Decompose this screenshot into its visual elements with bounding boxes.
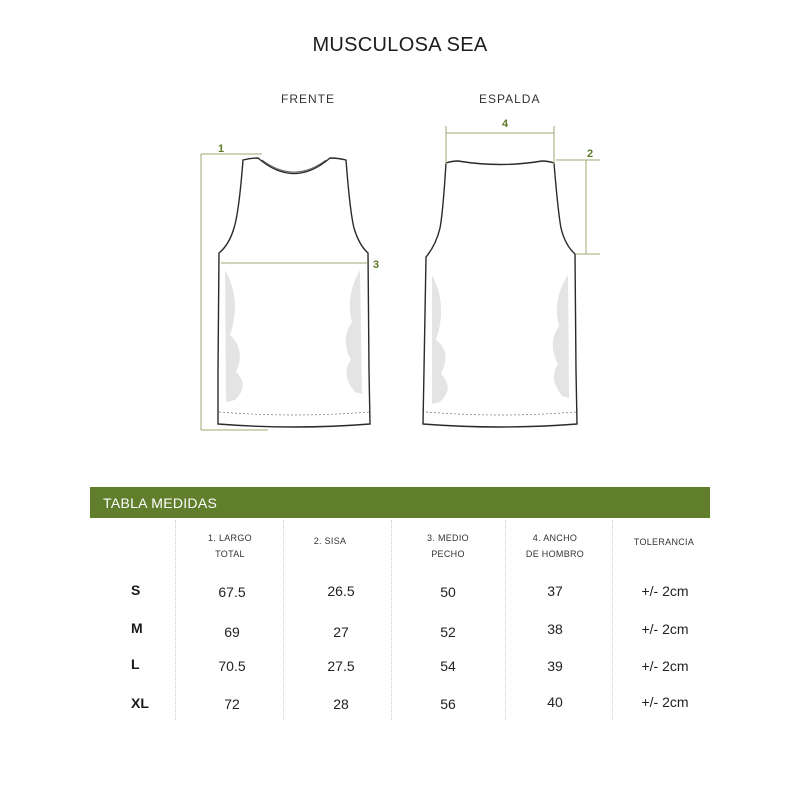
header-ancho-hombro: 4. ANCHO DE HOMBRO bbox=[525, 533, 585, 559]
measure-number-3: 3 bbox=[373, 259, 380, 271]
header-sisa: 2. SISA bbox=[313, 536, 347, 546]
table-cell: 52 bbox=[440, 624, 456, 640]
measure-guide-4 bbox=[446, 126, 554, 164]
column-separator bbox=[612, 520, 613, 720]
back-tank-top bbox=[423, 161, 577, 427]
column-separator bbox=[505, 520, 506, 720]
table-cell: 70.5 bbox=[218, 658, 246, 674]
size-label-s: S bbox=[131, 582, 141, 598]
table-cell: 50 bbox=[440, 584, 456, 600]
front-tank-top bbox=[218, 158, 370, 427]
size-label-xl: XL bbox=[131, 695, 149, 711]
measure-number-1: 1 bbox=[218, 143, 225, 155]
table-cell: 27 bbox=[333, 624, 349, 640]
measure-number-2: 2 bbox=[587, 148, 594, 160]
table-cell: 27.5 bbox=[327, 658, 355, 674]
table-cell: 72 bbox=[224, 696, 240, 712]
back-view-label: ESPALDA bbox=[479, 92, 541, 106]
front-view-label: FRENTE bbox=[281, 92, 335, 106]
table-cell: 37 bbox=[547, 583, 563, 599]
header-tolerancia: TOLERANCIA bbox=[633, 537, 695, 547]
table-title: TABLA MEDIDAS bbox=[103, 495, 218, 511]
header-largo-total: 1. LARGO TOTAL bbox=[208, 533, 252, 559]
table-cell: 54 bbox=[440, 658, 456, 674]
table-cell: 26.5 bbox=[327, 583, 355, 599]
table-cell: 39 bbox=[547, 658, 563, 674]
table-cell: 67.5 bbox=[218, 584, 246, 600]
header-medio-pecho: 3. MEDIO PECHO bbox=[427, 533, 469, 559]
size-label-m: M bbox=[131, 620, 143, 636]
table-cell: 56 bbox=[440, 696, 456, 712]
table-cell: 40 bbox=[547, 694, 563, 710]
size-label-l: L bbox=[131, 656, 140, 672]
table-cell: +/- 2cm bbox=[641, 621, 689, 637]
table-cell: +/- 2cm bbox=[641, 658, 689, 674]
table-cell: +/- 2cm bbox=[641, 694, 689, 710]
table-cell: 28 bbox=[333, 696, 349, 712]
column-separator bbox=[175, 520, 176, 720]
table-cell: 69 bbox=[224, 624, 240, 640]
column-separator bbox=[391, 520, 392, 720]
table-cell: 38 bbox=[547, 621, 563, 637]
page-title: MUSCULOSA SEA bbox=[312, 34, 488, 56]
table-cell: +/- 2cm bbox=[641, 583, 689, 599]
column-separator bbox=[283, 520, 284, 720]
measure-number-4: 4 bbox=[502, 118, 509, 130]
